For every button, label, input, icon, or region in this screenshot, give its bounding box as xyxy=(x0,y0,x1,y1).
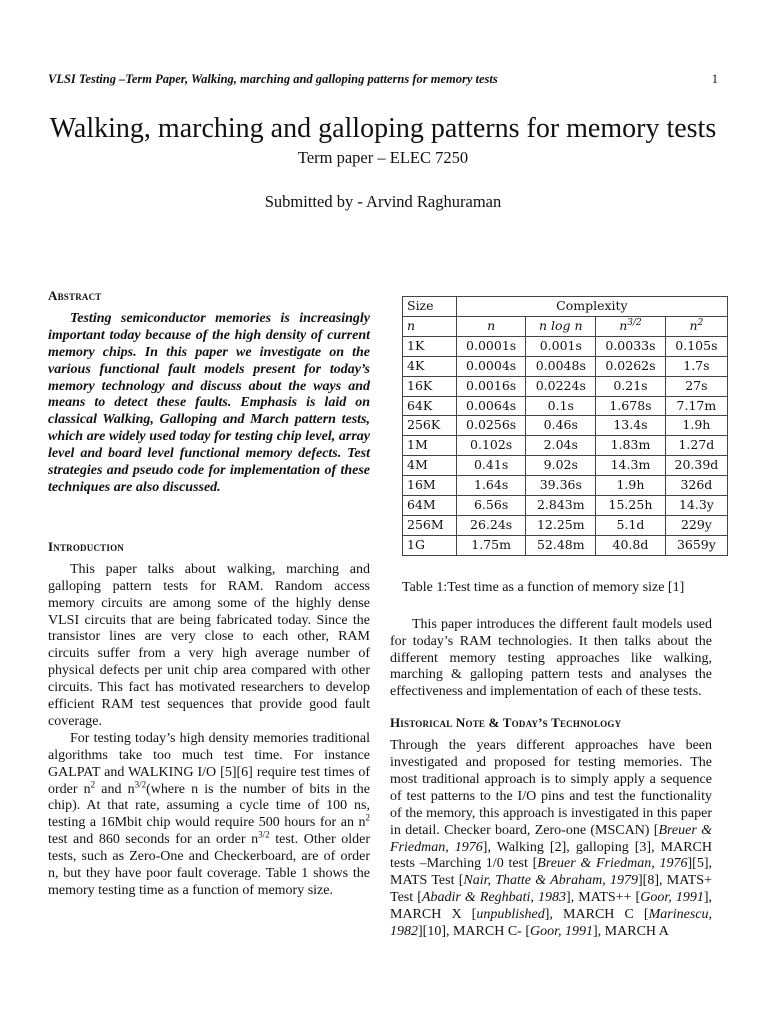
paper-title: Walking, marching and galloping patterns for memory tests xyxy=(49,113,717,144)
time-cell: 27s xyxy=(665,376,727,396)
table-row xyxy=(403,336,728,356)
time-cell: 0.0064s xyxy=(456,396,526,416)
abstract-heading-text: Abstract xyxy=(48,288,102,303)
time-cell: 15.25h xyxy=(596,496,666,516)
time-cell: 6.56s xyxy=(456,496,526,516)
time-cell: 14.3m xyxy=(596,456,666,476)
time-cell: 0.0033s xyxy=(596,336,666,356)
size-cell: 4M xyxy=(403,456,457,476)
introduction-paragraph-1: This paper talks about walking, marching and galloping pattern tests for RAM. Random access memory circuits are among some of the highly dense VLSI circuits that are being fabricated today. Since the transistor lines are very close to each other, RAM circuits suffer from a very high average number of physical defects per unit chip area compared with other circuits. This fact has motivated researchers to develop efficient RAM test sequences that provide good fault coverage. xyxy=(48,561,370,729)
time-cell: 52.48m xyxy=(526,535,596,555)
size-cell: 16M xyxy=(403,476,457,496)
time-cell: 0.0224s xyxy=(526,376,596,396)
size-cell: 256K xyxy=(403,416,457,436)
time-cell: 0.46s xyxy=(526,416,596,436)
time-cell: 1.75m xyxy=(456,535,526,555)
table-body xyxy=(403,336,728,555)
left-column xyxy=(48,288,370,900)
time-cell: 39.36s xyxy=(526,476,596,496)
col-nlogn: n log n xyxy=(526,316,596,336)
time-cell: 20.39d xyxy=(665,456,727,476)
author-line: Submitted by - Arvind Raghuraman xyxy=(264,192,502,211)
time-cell: 1.27d xyxy=(665,436,727,456)
table-row xyxy=(403,476,728,496)
time-cell: 0.105s xyxy=(665,336,727,356)
size-cell: 1K xyxy=(403,336,457,356)
table-row xyxy=(403,376,728,396)
title-block xyxy=(48,112,718,212)
running-title: VLSI Testing –Term Paper, Walking, marching and galloping patterns for memory tests xyxy=(48,72,498,86)
time-cell: 2.843m xyxy=(526,496,596,516)
size-cell: 1G xyxy=(403,535,457,555)
table-row xyxy=(403,456,728,476)
table-row xyxy=(403,356,728,376)
time-cell: 0.0016s xyxy=(456,376,526,396)
history-heading-text: Historical Note & Today’s Technology xyxy=(390,715,622,731)
time-cell: 1.83m xyxy=(596,436,666,456)
col-n-squared: $n^2$ xyxy=(665,316,727,336)
time-cell: 1.9h xyxy=(665,416,727,436)
table-row xyxy=(403,416,728,436)
time-cell: 5.1d xyxy=(596,515,666,535)
time-cell: 229y xyxy=(665,515,727,535)
size-cell: 256M xyxy=(403,515,457,535)
time-cell: 2.04s xyxy=(526,436,596,456)
introduction-heading-text: Introduction xyxy=(48,538,124,554)
time-cell: 13.4s xyxy=(596,416,666,436)
time-cell: 3659y xyxy=(665,535,727,555)
time-cell: 0.1s xyxy=(526,396,596,416)
right-column xyxy=(390,296,719,941)
table-row xyxy=(403,396,728,416)
table-row xyxy=(403,535,728,555)
time-cell: 0.102s xyxy=(456,436,526,456)
size-cell: 4K xyxy=(403,356,457,376)
introduction-paragraph-2: For testing today’s high density memories traditional algorithms take too much test time. For instance GALPAT and WALKING I/O [5][6] require test times of order $n^2$ and $n^{3/2}(where$ n is the number of bits in the chip). At that rate, assuming a cycle time of 100 ns, testing a 16Mbit chip would require 500 hours for an $n^2$ test and 860 seconds for an order $n^{3/2}$ test. Other older tests, such as Zero-One and Checkerboard, are of order n, but they have poor fault coverage. Table 1 shows the memory testing time as a function of memory size. xyxy=(48,730,370,898)
size-cell: 64K xyxy=(403,396,457,416)
table-row xyxy=(403,515,728,535)
table-subheader-row xyxy=(403,316,728,336)
size-cell: 16K xyxy=(403,376,457,396)
size-header: Size xyxy=(403,297,457,317)
time-cell: 0.0001s xyxy=(456,336,526,356)
time-cell: 0.0004s xyxy=(456,356,526,376)
table-header-row xyxy=(403,297,728,317)
overview-paragraph: This paper introduces the different fault models used for today’s RAM technologies. It then talks about the different memory testing approaches like walking, marching & galloping pattern tests and analyses the effectiveness and implementation of each of these tests. xyxy=(390,616,712,700)
size-subheader: n xyxy=(403,316,457,336)
time-cell: 40.8d xyxy=(596,535,666,555)
time-cell: 0.0256s xyxy=(456,416,526,436)
col-n-three-halves: $n^{3/2}$ xyxy=(596,316,666,336)
introduction-heading xyxy=(48,539,370,556)
table-row xyxy=(403,496,728,516)
time-cell: 326d xyxy=(665,476,727,496)
table-caption: Table 1:Test time as a function of memory size [1] xyxy=(402,579,685,595)
col-n: n xyxy=(456,316,526,336)
time-cell: 1.64s xyxy=(456,476,526,496)
time-cell: 12.25m xyxy=(526,515,596,535)
abstract-heading xyxy=(48,288,370,305)
running-header xyxy=(48,72,718,87)
table-row xyxy=(403,436,728,456)
time-cell: 1.9h xyxy=(596,476,666,496)
complexity-header: Complexity xyxy=(456,297,727,317)
time-cell: 0.41s xyxy=(456,456,526,476)
time-cell: 1.678s xyxy=(596,396,666,416)
time-cell: 0.21s xyxy=(596,376,666,396)
complexity-table xyxy=(402,296,728,556)
time-cell: 1.7s xyxy=(665,356,727,376)
history-heading xyxy=(390,715,712,732)
time-cell: 26.24s xyxy=(456,515,526,535)
abstract-text: Testing semiconductor memories is increasingly important today because of the high density of current memory chips. In this paper we investigate on the various functional fault models present for today’s memory technology and discuss about the ways and means to detect these faults. Emphasis is laid on classical Walking, Galloping and March pattern tests, which are widely used today for testing chip level, array level and board level functional memory defects. Test strategies and pseudo code for implementation of these techniques are also discussed. xyxy=(48,310,370,495)
time-cell: 14.3y xyxy=(665,496,727,516)
size-cell: 1M xyxy=(403,436,457,456)
time-cell: 0.0048s xyxy=(526,356,596,376)
time-cell: 0.001s xyxy=(526,336,596,356)
page-number: 1 xyxy=(711,72,718,86)
time-cell: 0.0262s xyxy=(596,356,666,376)
paper-subtitle: Term paper – ELEC 7250 xyxy=(297,148,469,167)
time-cell: 7.17m xyxy=(665,396,727,416)
time-cell: 9.02s xyxy=(526,456,596,476)
history-paragraph: Through the years different approaches have been investigated and proposed for testing memories. The most traditional approach is to simply apply a sequence of test patterns to the I/O pins and test the functionality of the memory, this approach is investigated in this paper in detail. Checker board, Zero-one (MSCAN) [Breuer & Friedman, 1976], Walking [2], galloping [3], MARCH tests –Marching 1/0 test [Breuer & Friedman, 1976][5], MATS Test [Nair, Thatte & Abraham, 1979][8], MATS+ Test [Abadir & Reghbati, 1983], MATS++ [Goor, 1991], MARCH X [unpublished], MARCH C [Marinescu, 1982][10], MARCH C- [Goor, 1991], MARCH A xyxy=(390,738,713,940)
size-cell: 64M xyxy=(403,496,457,516)
